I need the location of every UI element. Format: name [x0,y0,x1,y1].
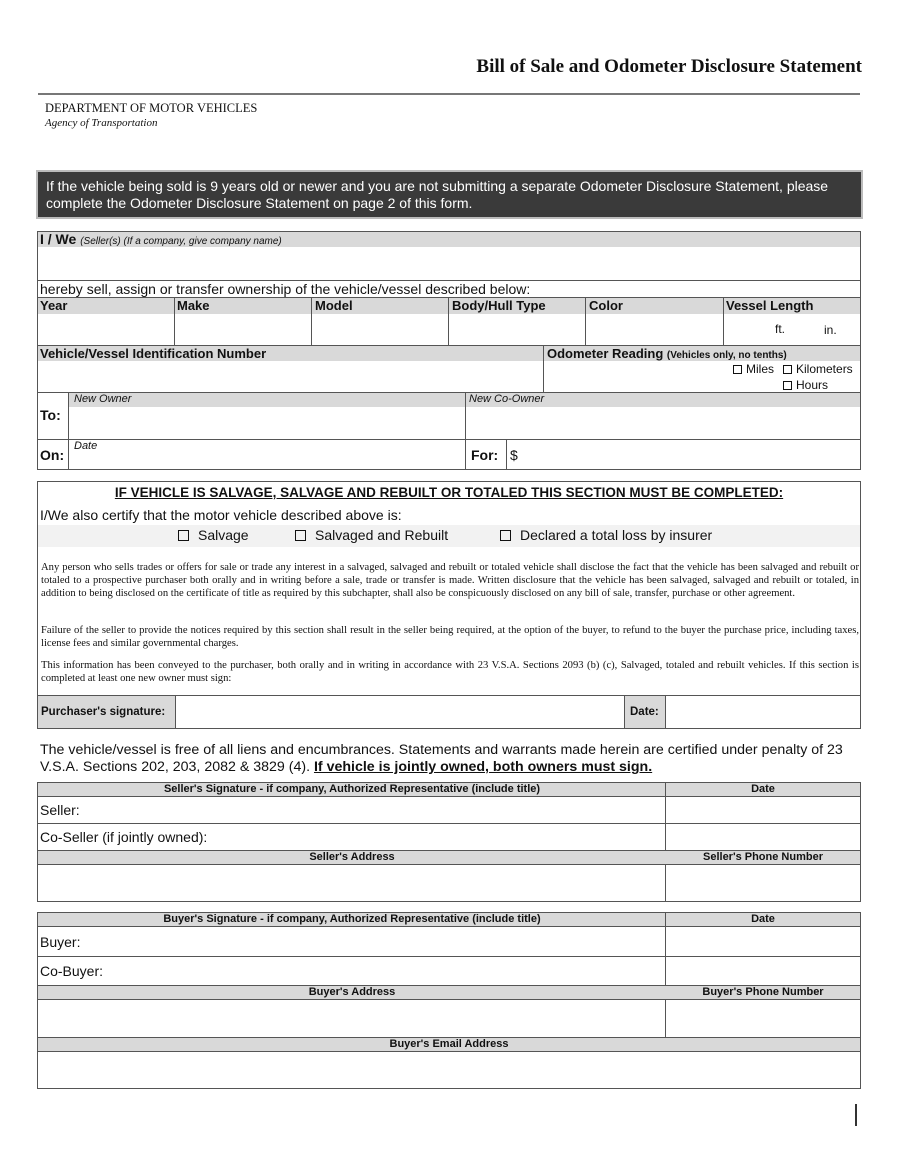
seller-date-header: Date [751,783,775,795]
dollar-sign: $ [510,447,518,463]
make-field[interactable] [175,314,310,344]
buyer-email-header: Buyer's Email Address [389,1038,509,1050]
buyer-label: Buyer: [40,934,81,950]
sale-date-field[interactable] [69,440,464,469]
agency-name: Agency of Transportation [45,117,158,129]
odometer-label: Odometer Reading (Vehicles only, no tenths) [547,346,787,361]
purchaser-signature-label: Purchaser's signature: [41,706,166,718]
buyer-phone-header: Buyer's Phone Number [702,986,824,998]
co-seller-date-field[interactable] [666,824,860,850]
transfer-statement: hereby sell, assign or transfer ownership of the vehicle/vessel described below: [40,281,531,297]
buyer-address-field[interactable] [39,1000,664,1036]
buyer-date-header: Date [751,913,775,925]
seller-address-field[interactable] [39,865,664,901]
purchaser-date-field[interactable] [666,696,860,728]
year-field[interactable] [39,314,173,344]
make-label: Make [177,298,210,313]
kilometers-option[interactable]: Kilometers [783,362,853,376]
seller-signature-field[interactable] [90,797,664,823]
seller-address-header: Seller's Address [309,851,395,863]
seller-date-field[interactable] [666,797,860,823]
notice-banner: If the vehicle being sold is 9 years old or newer and you are not submitting a separate Odometer Disclosure Statement, please complete the Odometer Disclosure Statement on page 2 of this form. [36,170,863,219]
on-label: On: [40,447,65,463]
body-type-field[interactable] [449,314,584,344]
seller-label: Seller: [40,802,80,818]
co-seller-label: Co-Seller (if jointly owned): [40,829,208,845]
co-seller-signature-field[interactable] [220,824,664,850]
total-loss-option[interactable]: Declared a total loss by insurer [500,527,712,543]
co-buyer-signature-field[interactable] [110,957,664,985]
model-field[interactable] [312,314,447,344]
divider [506,440,507,470]
salvaged-rebuilt-checkbox[interactable] [295,530,306,541]
salvage-options-bar [38,525,860,547]
co-buyer-date-field[interactable] [666,957,860,985]
seller-sig-header: Seller's Signature - if company, Authorized Representative (include title) [163,783,541,795]
feet-unit: ft. [775,322,786,336]
salvage-option[interactable]: Salvage [178,527,249,543]
buyer-sig-header: Buyer's Signature - if company, Authorized Representative (include title) [163,913,541,925]
purchaser-date-label: Date: [630,706,659,718]
inches-unit: in. [824,323,837,337]
co-buyer-label: Co-Buyer: [40,963,104,979]
new-co-owner-label: New Co-Owner [469,393,545,405]
price-field[interactable] [520,440,860,469]
to-label: To: [40,407,61,423]
new-owner-field[interactable] [69,407,464,438]
date-label: Date [74,440,98,452]
total-loss-checkbox[interactable] [500,530,511,541]
model-label: Model [315,298,353,313]
page-edge-mark [855,1104,857,1126]
vin-field[interactable] [39,361,542,392]
salvage-disclosure-paragraph: Any person who sells trades or offers for sale or trade any interest in a salvaged, salvaged and rebuilt or totaled vehicle shall disclose the fact that the vehicle has been salvaged and rebuilt or totaled to a prospective purchaser both orally and in writing before a sale, trade or transfer is made. Written disclosure that the vehicle has been salvaged, salvaged and rebuilt or totaled, in addition to being disclosed on the certificate of title as required by this subchapter, shall also be conspicuously disclosed on any bill of sale, transfer, purchase or other agreement. [41,562,859,600]
body-type-label: Body/Hull Type [452,298,546,313]
conveyed-paragraph: This information has been conveyed to the purchaser, both orally and in writing in accordance with 23 V.S.A. Sections 2093 (b) (c), Salvaged, totaled and rebuilt vehicles. If this section is completed at least one new owner must sign: [41,660,859,685]
purchaser-signature-field[interactable] [176,696,624,728]
hours-option[interactable]: Hours [783,378,828,392]
buyer-email-field[interactable] [39,1052,859,1088]
seller-phone-header: Seller's Phone Number [703,851,823,863]
new-owner-label: New Owner [74,393,132,405]
vessel-length-field[interactable] [724,314,860,344]
hours-checkbox[interactable] [783,381,792,390]
salvaged-rebuilt-option[interactable]: Salvaged and Rebuilt [295,527,448,543]
kilometers-checkbox[interactable] [783,365,792,374]
color-field[interactable] [586,314,722,344]
seller-phone-field[interactable] [666,865,860,901]
seller-name-field[interactable] [38,247,860,280]
buyer-address-header: Buyer's Address [308,986,396,998]
buyer-date-field[interactable] [666,927,860,956]
i-we-note: (Seller(s) (If a company, give company name) [80,236,282,247]
salvage-heading: IF VEHICLE IS SALVAGE, SALVAGE AND REBUILT OR TOTALED THIS SECTION MUST BE COMPLETED: [114,485,784,500]
header-divider [38,93,860,95]
owner-label-bar [68,393,860,407]
year-label: Year [40,298,68,313]
vin-label: Vehicle/Vessel Identification Number [40,346,267,361]
miles-option[interactable]: Miles [733,362,774,376]
odometer-note: (Vehicles only, no tenths) [666,350,787,361]
i-we-label: I / We (Seller(s) (If a company, give company name) [40,231,282,247]
joint-owner-warning: If vehicle is jointly owned, both owners must sign. [313,759,653,775]
new-co-owner-field[interactable] [466,407,860,438]
page-title: Bill of Sale and Odometer Disclosure Statement [476,56,862,77]
vessel-length-label: Vessel Length [726,298,814,313]
salvage-certify: I/We also certify that the motor vehicle described above is: [40,507,402,523]
buyer-phone-field[interactable] [666,1000,860,1036]
salvage-checkbox[interactable] [178,530,189,541]
odometer-field[interactable] [544,361,729,392]
liens-statement: The vehicle/vessel is free of all liens and encumbrances. Statements and warrants made herein are certified under penalty of 23 V.S.A. Sections 202, 203, 2082 & 3829 (4). If vehicle is jointly owned, both owners must sign. [40,742,843,775]
miles-checkbox[interactable] [733,365,742,374]
for-label: For: [471,447,499,463]
refund-paragraph: Failure of the seller to provide the notices required by this section shall result in the seller being required, at the option of the buyer, to refund to the buyer the purchase price, including taxes, license fees and similar governmental charges. [41,625,859,650]
department-name: DEPARTMENT OF MOTOR VEHICLES [45,101,258,115]
buyer-signature-field[interactable] [90,927,664,956]
color-label: Color [589,298,623,313]
